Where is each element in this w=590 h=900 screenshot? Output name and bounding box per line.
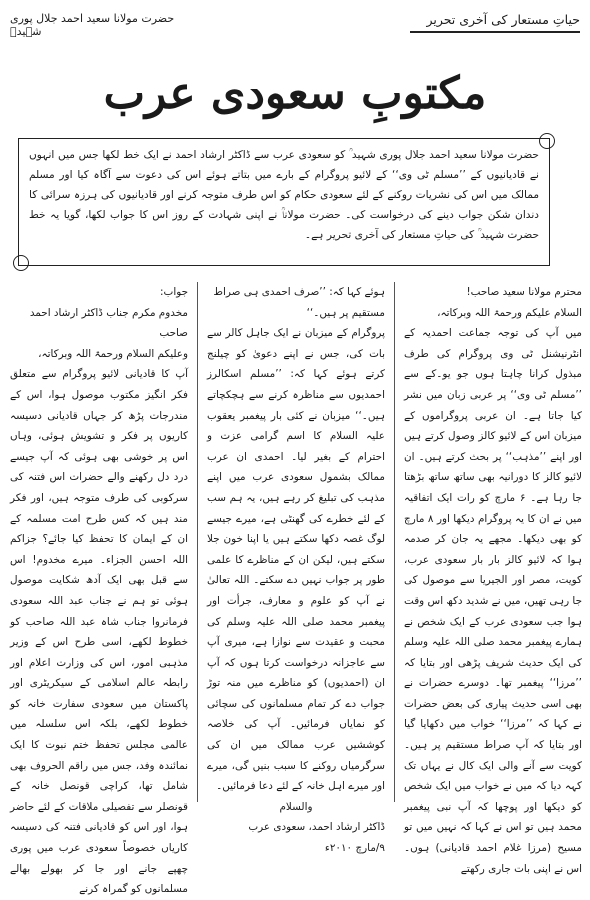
reply-address: مخدوم مکرم جناب ڈاکٹر ارشاد احمد صاحب — [29, 306, 188, 340]
column-middle — [207, 282, 385, 855]
reply-body: آپ کا قادیانی لائیو پروگرام سے متعلق فکر انگیز مکتوب موصول ہوا، اس کے مندرجات پڑھ کر جہاں قادیانی دسیسہ کاریوں پر فکر و تشویش ہوئی، وہاں اس پر خوشی بھی ہوئی کہ آپ جیسے درد دل رکھنے والے حضرات اس فتنہ کی سرکوبی کی طرف متوجہ ہیں، اور فکر مند ہیں کہ کس طرح امت مسلمہ کے ان کے ایمان کا تحفظ کیا جائے؟ جزاکم اللہ احسن الجزاء۔ میرے مخدوم! اس سے قبل بھی ایک آدھ شکایت موصول ہوئی تو ہم نے جناب عبد اللہ سعودی فرمانروا جناب شاہ عبد اللہ صاحب کو خطوط لکھے، اسی طرح اس کے وزیر مذہبی امور، اس کی وزارت اعلام اور رابطہ عالم اسلامی کے سیکریٹری اور پاکستان میں سعودی سفارت خانہ کو خطوط لکھے، بلکہ اس سلسلہ میں عالمی مجلس تحفظ ختم نبوت کا ایک نمائندہ وفد، جس میں راقم الحروف بھی شامل تھا، کراچی قونصل خانہ کے قونصلر سے تفصیلی ملاقات کے لئے حاضر ہوا، اور اس کو قادیانی فتنہ کی دسیسہ کاریاں خصوصاً سعودی عرب میں پوری چھپے جانے اور جا کر بھولے بھالے مسلمانوں کو گمراہ کرنے — [10, 368, 188, 896]
letter-closing: والسلام — [279, 800, 313, 813]
series-title: حیاتِ مستعار کی آخری تحریر — [410, 12, 580, 33]
intro-text: حضرت مولانا سعید احمد جلال پوری شہید ؒ کو سعودی عرب سے ڈاکٹر ارشاد احمد نے ایک خط لکھا جس میں انہوں نے قادیانیوں کے ’’مسلم ٹی وی‘‘ کے لائیو پروگرام کے بارے میں بتاتے ہوئے اس کی دعوت سے آگاہ کیا اور مسلم ممالک میں اس کی نشریات روکنے کے لئے سعودی حکام کو اس طرف متوجہ کرنے اور قادیانیوں کی ہرزہ سرائی کا دندان شکن جواب دینے کی درخواست کی۔ حضرت مولاناؒ نے اپنی شہادت کے روز اس کا جواب لکھا، گویا یہ خط حضرت شہید ؒ کی حیاتِ مستعار کی آخری تحریر ہے۔ — [29, 149, 539, 241]
intro-box — [18, 138, 550, 266]
column-left — [10, 282, 188, 896]
page-header — [10, 8, 580, 50]
column-right — [404, 282, 582, 875]
reply-greeting: وعلیکم السلام ورحمۃ اللہ وبرکاتہ، — [38, 347, 188, 360]
letter-salutation: محترم مولانا سعید صاحب! — [466, 286, 582, 298]
letter-greeting: السلام علیکم ورحمۃ اللہ وبرکاتہ، — [437, 306, 582, 319]
column-divider — [394, 282, 395, 802]
letter-signature: ڈاکٹر ارشاد احمد، سعودی عرب — [248, 821, 385, 834]
letter-body-part2: پروگرام کے میزبان نے ایک جاہل کالر سے بات کی، جس نے اپنے دعویٰ کو چیلنج کرتے ہوئے کہا کہ: ’’مسلم اسکالرز احمدیوں سے مناظرہ کرنے سے ہچکچاتے ہیں۔‘‘ میزبان نے کئی بار پیغمبر یعقوب علیہ السلام کا اسم گرامی عزت و احترام کے بغیر لیا۔ احمدی ان عرب ممالک بشمول سعودی عرب میں اپنے مذہب کی تبلیغ کر رہے ہیں، یہ ہم سب کے لئے خطرے کی گھنٹی ہے، میرے جیسے لوگ غصہ دکھا سکتے ہیں یا اپنا خون جلا سکتے ہیں، لیکن ان کے مناظرے کا علمی طور پر جواب نہیں دے سکتے۔ اللہ تعالیٰ نے آپ کو علوم و معارف، جرأت اور پیغمبر محمد صلی اللہ علیہ وسلم کی محبت و عقیدت سے نوازا ہے، میری آپ سے عاجزانہ درخواست کرتا ہوں کہ آپ ان (احمدیوں) کو مناظرے میں منہ توڑ جواب دے کر تمام مسلمانوں کی سچائی کو نمایاں فرمائیں۔ آپ کی خلاصہ کوششیں عرب ممالک میں ان کی سرگرمیاں روکنے کا سبب بنیں گی، میرے اور میرے اہل خانہ کے لئے دعا فرمائیں۔ — [207, 327, 385, 793]
author-line: حضرت مولانا سعید احمد جلال پوری شہیدؒ — [10, 12, 175, 38]
letter-columns — [10, 282, 582, 896]
letter-body-part1: میں آپ کی توجہ جماعت احمدیہ کے انٹرنیشنل ٹی وی پروگرام کی طرف مبذول کرانا چاہتا ہوں جو یو۔کے سے ’’مسلم ٹی وی‘‘ پر عربی زبان میں نشر کیا جاتا ہے۔ ان عربی پروگراموں کے میزبان اس کے لائیو کالز وصول کرتے ہیں اور اپنے ’’مذہب‘‘ پر بحث کرتے ہیں۔ ان لائیو کالز کا دورانیہ بھی ساتھ ساتھ بڑھتا جا رہا ہے۔ ۶ مارچ کو رات ایک اتفاقیہ میں نے ان کا یہ پروگرام دیکھا اور ۸ مارچ کو بھی دیکھا۔ مجھے یہ جان کر صدمہ ہوا کہ لائیو کالز بار بار سعودی عرب، کویت، مصر اور الجیریا سے موصول کی جا رہی تھیں، میں نے شدید دکھ اس وقت ہوا جب سعودی عرب کے ایک شخص نے ہمارے پیغمبر محمد صلی اللہ علیہ وسلم کی ایک حدیث شریف پڑھی اور بتایا کہ ’’مرزا‘‘ پیغمبر تھا۔ دوسرے حضرات نے بھی اسی حدیث پیاری کی بعض حضرات نے کہا کہ ’’مرزا‘‘ خواب میں دکھایا گیا اور بتایا کہ آپ صراط مستقیم پر ہیں۔ کویت سے آنے والی ایک کال نے یہاں تک کہہ دیا کہ میں نے خواب میں ایک شخص کو دیکھا اور پوچھا کہ آپ نبی پیغمبر محمد ہیں تو اس نے کہا کہ نہیں میں تو مسیح (مرزا غلام احمد قادیانی) ہوں۔ اس نے اپنی بات جاری رکھتے — [404, 327, 582, 875]
reply-heading: جواب: — [160, 286, 188, 298]
article-title: مکتوبِ سعودی عرب — [103, 68, 487, 119]
letter-date: ۹/مارچ ۲۰۱۰ء — [324, 842, 385, 855]
letter-quote: ہوئے کہا کہ: ’’صرف احمدی ہی صراط مستقیم پر ہیں۔‘‘ — [213, 286, 385, 319]
column-divider — [197, 282, 198, 802]
